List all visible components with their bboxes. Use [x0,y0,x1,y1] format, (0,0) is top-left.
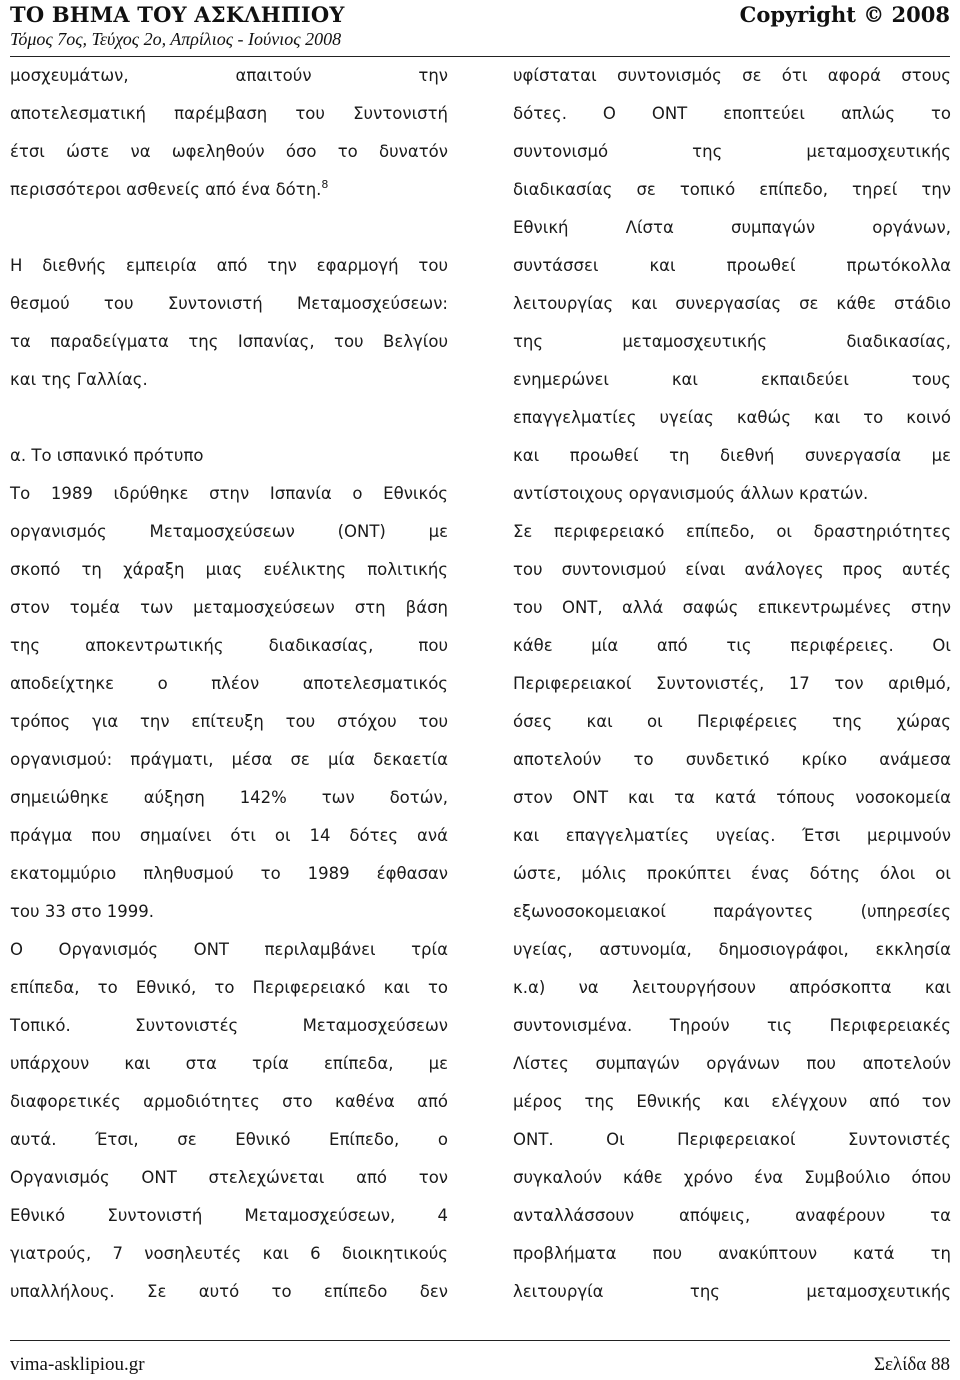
text-line: αποτελεσματική παρέμβαση του Συντονιστή [10,104,448,123]
text-line: της μεταμοσχευτικής διαδικασίας, [513,332,951,351]
text-line: μοσχευμάτων, απαιτούν την [10,66,448,85]
text-line: τα παραδείγματα της Ισπανίας, του Βελγίου [10,332,448,351]
text-line: σημειώθηκε αύξηση 142% των δοτών, [10,788,448,807]
text-line: Εθνικό Συντονιστή Μεταμοσχεύσεων, 4 [10,1206,448,1225]
text-line: διαφορετικές αρμοδιότητες στο καθένα από [10,1092,448,1111]
text-line: του 33 στο 1999. [10,902,155,921]
text-line: τρόπος για την επίτευξη του στόχου του [10,712,448,731]
text-line: δότες. Ο ΟΝΤ εποπτεύει απλώς το [513,104,951,123]
footer-divider [10,1340,950,1341]
issue-info: Τόμος 7ος, Τεύχος 2ο, Απρίλιος - Ιούνιος 2008 [10,29,342,49]
text-line: Εθνική Λίστα συμπαγών οργάνων, [513,218,951,237]
text-line: κ.α) να λειτουργήσουν απρόσκοπτα και [513,978,951,997]
text-line [10,399,448,437]
text-line: επαγγελματίες υγείας καθώς και το κοινό [513,408,951,427]
text-line: πράγμα που σημαίνει ότι οι 14 δότες ανά [10,826,448,845]
text-line: της αποκεντρωτικής διαδικασίας, που [10,636,448,655]
right-text-column [513,57,951,1311]
text-line: ανταλλάσσουν απόψεις, αναφέρουν τα [513,1206,951,1225]
text-line [10,209,448,247]
text-line: οργανισμός Μεταμοσχεύσεων (ΟΝΤ) με [10,522,448,541]
text-line: εκατομμύριο πληθυσμού το 1989 έφθασαν [10,864,448,883]
copyright-notice: Copyright © 2008 [739,2,950,27]
footnote-reference: 8 [321,178,329,191]
text-line: μέρος της Εθνικής και ελέγχουν από τον [513,1092,951,1111]
text-line: εξωνοσοκομειακοί παράγοντες (υπηρεσίες [513,902,951,921]
text-line: λειτουργίας και συνεργασίας σε κάθε στάδιο [513,294,951,313]
text-line: προβλήματα που ανακύπτουν κατά τη [513,1244,951,1263]
text-line: αποτελούν το συνδετικό κρίκο ανάμεσα [513,750,951,769]
text-line: σκοπό τη χάραξη μιας ευέλικτης πολιτικής [10,560,448,579]
text-line: περισσότεροι ασθενείς από ένα δότη.$^8$ [10,178,329,199]
text-line: ώστε, μόλις προκύπτει ένας δότης όλοι οι [513,864,951,883]
page-number: Σελίδα 88 [873,1354,950,1375]
footer-website: vima-asklipiou.gr [10,1354,145,1375]
text-line: συγκαλούν κάθε χρόνο ένα Συμβούλιο όπου [513,1168,951,1187]
left-text-column [10,57,448,1311]
text-line: όσες και οι Περιφέρειες της χώρας [513,712,951,731]
text-line: Περιφερειακοί Συντονιστές, 17 τον αριθμό, [513,674,951,693]
text-line: διαδικασίας σε τοπικό επίπεδο, τηρεί την [513,180,951,199]
text-line: ΟΝΤ. Οι Περιφερειακοί Συντονιστές [513,1130,951,1149]
text-line: στον ΟΝΤ και τα κατά τόπους νοσοκομεία [513,788,951,807]
text-line: κάθε μία από τις περιφέρειες. Οι [513,636,951,655]
text-line: Οργανισμός ΟΝΤ στελεχώνεται από τον [10,1168,448,1187]
text-line: Η διεθνής εμπειρία από την εφαρμογή του [10,256,448,275]
text-line: αποδείχτηκε ο πλέον αποτελεσματικός [10,674,448,693]
text-line: επίπεδα, το Εθνικό, το Περιφερειακό και το [10,978,448,997]
text-line: Το 1989 ιδρύθηκε στην Ισπανία ο Εθνικός [10,484,448,503]
page-header [10,0,950,54]
text-line: συντονισμό της μεταμοσχευτικής [513,142,951,161]
text-line: θεσμού του Συντονιστή Μεταμοσχεύσεων: [10,294,448,313]
text-line: έτσι ώστε να ωφεληθούν όσο το δυνατόν [10,142,448,161]
text-line: και προωθεί τη διεθνή συνεργασία με [513,446,951,465]
text-line: Ο Οργανισμός ΟΝΤ περιλαμβάνει τρία [10,940,448,959]
text-line: αυτά. Έτσι, σε Εθνικό Επίπεδο, ο [10,1130,448,1149]
text-line: Σε περιφερειακό επίπεδο, οι δραστηριότητες [513,522,951,541]
text-line: υγείας, αστυνομία, δημοσιογράφοι, εκκλησία [513,940,951,959]
journal-title: ΤΟ ΒΗΜΑ ΤΟΥ ΑΣΚΛΗΠΙΟΥ [10,2,345,27]
text-line: λειτουργία της μεταμοσχευτικής [513,1282,951,1301]
text-line: του συντονισμού είναι ανάλογες προς αυτές [513,560,951,579]
text-line: και της Γαλλίας. [10,370,148,389]
text-line: του ΟΝΤ, αλλά σαφώς επικεντρωμένες στην [513,598,951,617]
text-line: και επαγγελματίες υγείας. Έτσι μεριμνούν [513,826,951,845]
text-line: οργανισμού: πράγματι, μέσα σε μία δεκαετία [10,750,448,769]
text-line: υφίσταται συντονισμός σε ότι αφορά στους [513,66,951,85]
text-line: συντονισμένα. Τηρούν τις Περιφερειακές [513,1016,951,1035]
text-line: α. Το ισπανικό πρότυπο [10,446,204,465]
text-line: συντάσσει και προωθεί πρωτόκολλα [513,256,951,275]
text-line: γιατρούς, 7 νοσηλευτές και 6 διοικητικούς [10,1244,448,1263]
text-line: υπαλλήλους. Σε αυτό το επίπεδο δεν [10,1282,448,1301]
text-line: υπάρχουν και στα τρία επίπεδα, με [10,1054,448,1073]
text-line: αντίστοιχους οργανισμούς άλλων κρατών. [513,484,869,503]
text-line: Λίστες συμπαγών οργάνων που αποτελούν [513,1054,951,1073]
text-line: Τοπικό. Συντονιστές Μεταμοσχεύσεων [10,1016,448,1035]
text-line: ενημερώνει και εκπαιδεύει τους [513,370,951,389]
text-line: στον τομέα των μεταμοσχεύσεων στη βάση [10,598,448,617]
